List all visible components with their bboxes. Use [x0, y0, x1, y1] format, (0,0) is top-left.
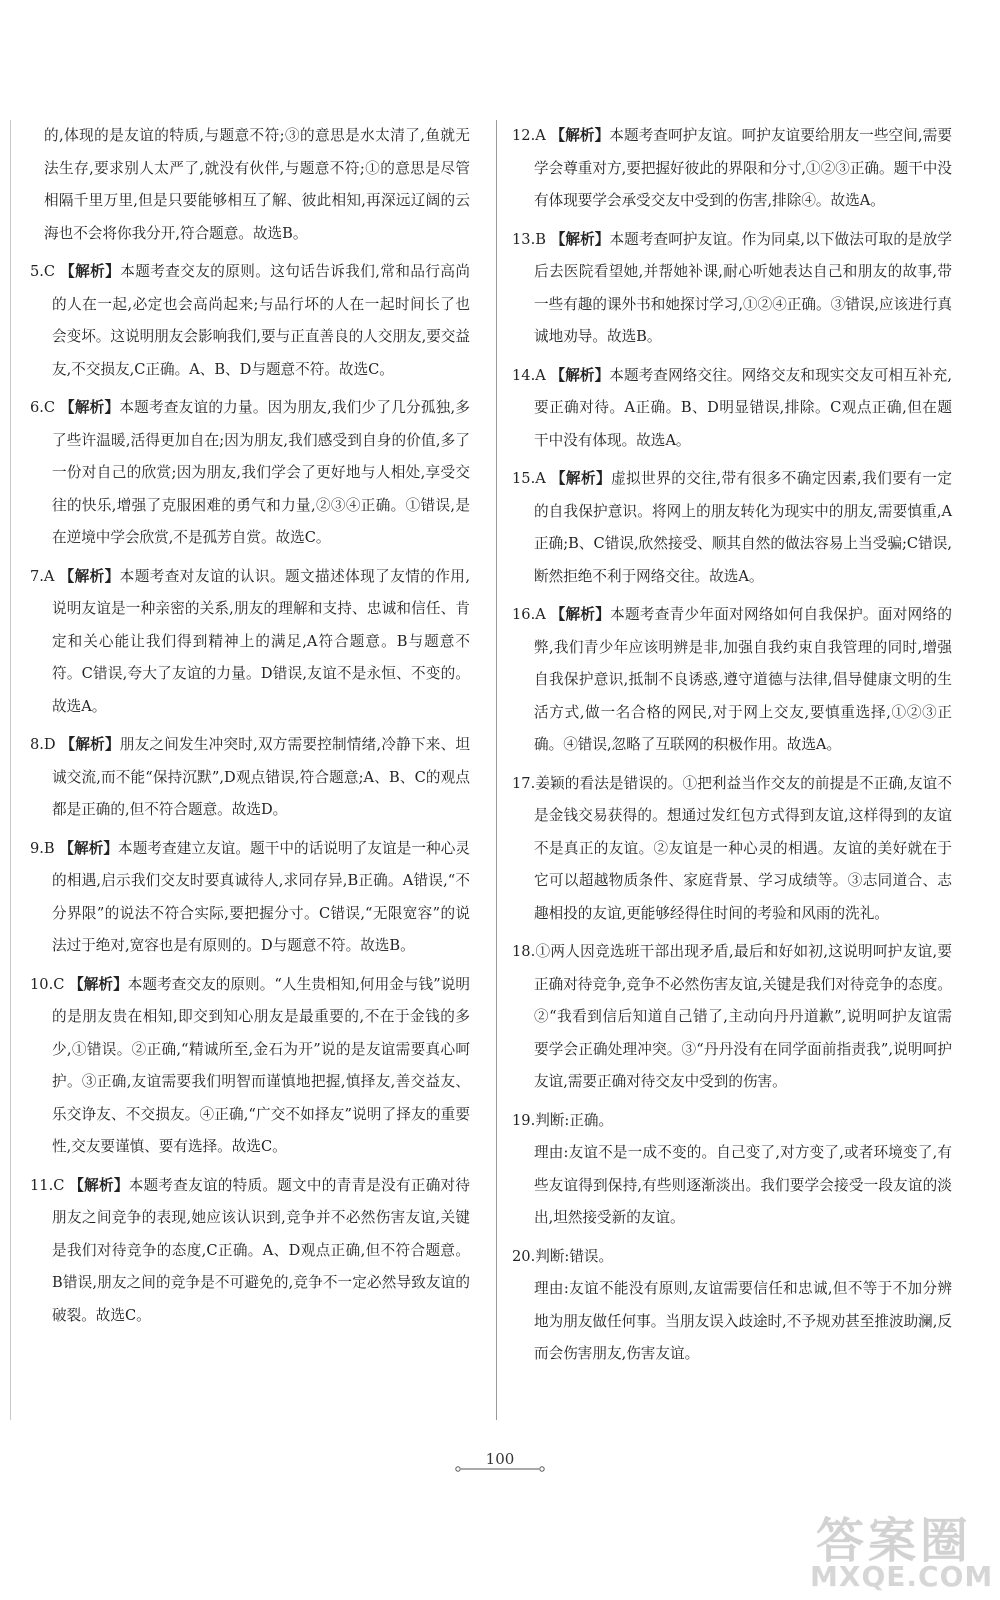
- analysis-tag: 【解析】: [60, 736, 120, 753]
- analysis-tag: 【解析】: [59, 567, 120, 585]
- analysis-tag: 【解析】: [69, 975, 128, 993]
- answer-item: [30, 833, 470, 963]
- answer-number: 9.B: [30, 839, 55, 857]
- analysis-tag: 【解析】: [550, 606, 611, 623]
- answer-text: 本题考查交友的原则。“人生贵相知,何用金与钱”说明的是朋友贵在相知,即交到知心朋友是最重要的,不在于金钱的多少,①错误。②正确,“精诚所至,金石为开”说的是友谊需要真心呵护。③正确,友谊需要我们明智而谨慎地把握,慎择友,善交益友、乐交诤友、不交损友。④正确,“广交不如择友”说明了择友的重要性,交友要谨慎、要有选择。故选C。: [52, 975, 471, 1155]
- analysis-tag: 【解析】: [69, 1176, 129, 1194]
- answer-number: 16.A: [512, 606, 546, 623]
- left-column: [30, 120, 470, 1338]
- page-number: 100: [485, 1450, 515, 1468]
- answer-number: 20.: [512, 1247, 536, 1265]
- answer-item: [512, 599, 952, 762]
- answer-item: [30, 1170, 470, 1333]
- answer-item: [512, 768, 952, 931]
- answer-number: 17.: [512, 774, 536, 792]
- answer-item: [512, 463, 952, 593]
- answer-text: 本题考查友谊的力量。因为朋友,我们少了几分孤独,多了些许温暖,活得更加自在;因为朋友,我们感受到自身的价值,多了一份对自己的欣赏;因为朋友,我们学会了更好地与人相处,享受交往的快乐,增强了克服困难的勇气和力量,②③④正确。①错误,是在逆境中学会欣赏,不是孤芳自赏。故选C。: [52, 399, 471, 546]
- answer-text: 姜颖的看法是错误的。①把利益当作交友的前提是不正确,友谊不是金钱交易获得的。想通过发红包方式得到友谊,这样得到的友谊不是真正的友谊。②友谊是一种心灵的相遇。友谊的美好就在于它可以超越物质条件、家庭背景、学习成绩等。③志同道合、志趣相投的友谊,更能够经得住时间的考验和风雨的洗礼。: [534, 774, 952, 922]
- answer-number: 14.A: [512, 366, 546, 384]
- answer-text: 本题考查网络交往。网络交友和现实交友可相互补充,要正确对待。A正确。B、D明显错误,排除。C观点正确,但在题干中没有体现。故选A。: [534, 366, 952, 449]
- answer-text: 本题考查呵护友谊。呵护友谊要给朋友一些空间,需要学会尊重对方,要把握好彼此的界限和分寸,①②③正确。题干中没有体现要学会承受交友中受到的伤害,排除④。故选A。: [534, 127, 952, 209]
- analysis-tag: 【解析】: [59, 399, 120, 416]
- answer-item: [30, 256, 470, 386]
- answer-reason: 理由:友谊不是一成不变的。自己变了,对方变了,或者环境变了,有些友谊得到保持,有些则逐渐淡出。我们要学会接受一段友谊的淡出,坦然接受新的友谊。: [534, 1144, 952, 1226]
- page-number-ornament: [455, 1466, 545, 1472]
- answer-item: [30, 969, 470, 1164]
- analysis-tag: 【解析】: [59, 839, 119, 857]
- watermark-main-text: 答案圈: [816, 1513, 973, 1569]
- analysis-tag: 【解析】: [550, 127, 610, 144]
- right-answer-list: [512, 120, 952, 1377]
- right-column: [512, 120, 952, 1377]
- analysis-tag: 【解析】: [550, 470, 612, 487]
- answer-number: 7.A: [30, 567, 55, 585]
- answer-text: 本题考查建立友谊。题干中的话说明了友谊是一种心灵的相遇,启示我们交友时要真诚待人,求同存异,B正确。A错误,“不分界限”的说法不符合实际,要把握分寸。C错误,“无限宽容”的说法过于绝对,宽容也是有原则的。D与题意不符。故选B。: [52, 839, 470, 954]
- watermark-url: MXQE.COM: [810, 1560, 994, 1593]
- analysis-tag: 【解析】: [550, 230, 610, 248]
- answer-item: [30, 561, 470, 724]
- answer-number: 8.D: [30, 736, 56, 753]
- answer-reason: 理由:友谊不能没有原则,友谊需要信任和忠诚,但不等于不加分辨地为朋友做任何事。当朋友误入歧途时,不予规劝甚至推波助澜,反而会伤害朋友,伤害友谊。: [534, 1280, 952, 1362]
- answer-item: [512, 224, 952, 354]
- analysis-tag: 【解析】: [550, 366, 610, 384]
- answer-item: [512, 120, 952, 218]
- answer-text: 朋友之间发生冲突时,双方需要控制情绪,冷静下来、坦诚交流,而不能“保持沉默”,D观点错误,符合题意;A、B、C的观点都是正确的,但不符合题意。故选D。: [52, 736, 471, 818]
- watermark-logo: [804, 1500, 994, 1595]
- column-divider: [496, 120, 497, 1420]
- answer-number: 11.C: [30, 1176, 65, 1194]
- answer-item: [30, 392, 470, 555]
- answer-text: 本题考查交友的原则。这句话告诉我们,常和品行高尚的人在一起,必定也会高尚起来;与品行坏的人在一起时间长了也会变坏。这说明朋友会影响我们,要与正直善良的人交朋友,要交益友,不交损友,C正确。A、B、D与题意不符。故选C。: [52, 263, 470, 378]
- left-margin-rule: [10, 120, 11, 1420]
- answer-number: 18.: [512, 943, 536, 960]
- answer-text: 本题考查对友谊的认识。题文描述体现了友情的作用,说明友谊是一种亲密的关系,朋友的理解和支持、忠诚和信任、肯定和关心能让我们得到精神上的满足,A符合题意。B与题意不符。C错误,夸大了友谊的力量。D错误,友谊不是永恒、不变的。故选A。: [52, 567, 470, 715]
- answer-item: [512, 360, 952, 458]
- answer-text: 本题考查呵护友谊。作为同桌,以下做法可取的是放学后去医院看望她,并帮她补课,耐心听她表达自己和朋友的故事,带一些有趣的课外书和她探讨学习,①②④正确。③错误,应该进行真诚地劝导。故选B。: [534, 230, 952, 345]
- analysis-tag: 【解析】: [60, 263, 121, 280]
- answer-item: [512, 1105, 952, 1138]
- answer-text: 虚拟世界的交往,带有很多不确定因素,我们要有一定的自我保护意识。将网上的朋友转化为现实中的朋友,需要慎重,A正确;B、C错误,欣然接受、顺其自然的做法容易上当受骗;C错误,断然拒绝不利于网络交往。故选A。: [534, 470, 952, 585]
- answer-text: 判断:正确。: [535, 1111, 614, 1129]
- answer-number: 19.: [512, 1111, 536, 1129]
- answer-item: [512, 936, 952, 1099]
- answer-number: 10.C: [30, 975, 65, 993]
- intro-paragraph: 的,体现的是友谊的特质,与题意不符;③的意思是水太清了,鱼就无法生存,要求别人太严了,就没有伙伴,与题意不符;①的意思是尽管相隔千里万里,但是只要能够相互了解、彼此相知,再深远辽阔的云海也不会将你我分开,符合题意。故选B。: [44, 127, 470, 242]
- left-answer-list: [30, 256, 470, 1338]
- answer-number: 12.A: [512, 127, 546, 144]
- answer-number: 13.B: [512, 230, 546, 248]
- answer-text: ①两人因竞选班干部出现矛盾,最后和好如初,这说明呵护友谊,要正确对待竞争,竞争不必然伤害友谊,关键是我们对待竞争的态度。②“我看到信后知道自己错了,主动向丹丹道歉”,说明呵护友谊需要学会正确处理冲突。③“丹丹没有在同学面前指责我”,说明呵护友谊,需要正确对待交友中受到的伤害。: [534, 943, 952, 1090]
- answer-number: 5.C: [30, 263, 56, 280]
- answer-text: 判断:错误。: [535, 1247, 614, 1265]
- answer-item: [512, 1241, 952, 1274]
- answer-number: 6.C: [30, 399, 56, 416]
- answer-text: 本题考查青少年面对网络如何自我保护。面对网络的弊,我们青少年应该明辨是非,加强自我约束自我管理的同时,增强自我保护意识,抵制不良诱惑,遵守道德与法律,倡导健康文明的生活方式,做一名合格的网民,对于网上交友,要慎重选择,①②③正确。④错误,忽略了互联网的积极作用。故选A。: [534, 606, 952, 753]
- answer-number: 15.A: [512, 470, 546, 487]
- answer-text: 本题考查友谊的特质。题文中的青青是没有正确对待朋友之间竞争的表现,她应该认识到,竞争并不必然伤害友谊,关键是我们对待竞争的态度,C正确。A、D观点正确,但不符合题意。B错误,朋友之间的竞争是不可避免的,竞争不一定必然导致友谊的破裂。故选C。: [52, 1176, 470, 1324]
- answer-item: [30, 729, 470, 827]
